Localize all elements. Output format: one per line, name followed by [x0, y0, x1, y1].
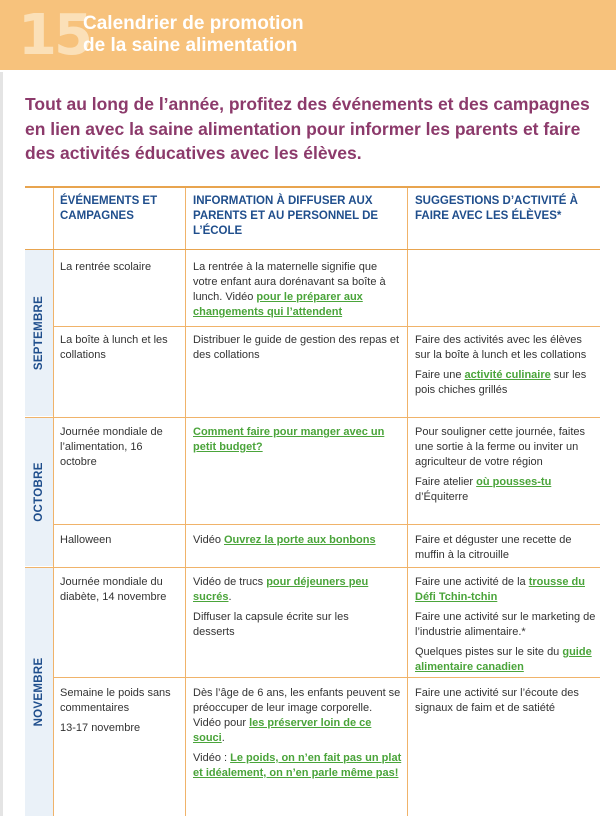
page-number: 15 [18, 3, 90, 68]
table-row-3-activities [415, 425, 595, 510]
text: Vidéo [193, 534, 224, 546]
header-events: ÉVÉNEMENTS ET CAMPAGNES [60, 195, 158, 222]
table-row-6-activities: Faire une activité sur l’écoute des signaux de faim et de satiété [415, 687, 579, 714]
info-text [193, 575, 393, 605]
link-prepare-changes[interactable]: pour le préparer aux changements qui l’attendent [193, 291, 363, 318]
grid-line [53, 326, 600, 327]
info-text: La rentrée à la maternelle signifie que votre enfant aura dorénavant sa boîte à lunch. Vidéo [193, 261, 386, 303]
intro-text: Tout au long de l’année, profitez des événements et des campagnes en lien avec la saine alimentation pour informer les parents et faire des activités éducatives avec les élèves. [25, 94, 590, 163]
table-row-6-event [60, 686, 182, 741]
grid-line [25, 417, 600, 418]
table-row-5-info [193, 575, 393, 645]
activity-text: Faire une activité sur le marketing de l’industrie alimentaire.* [415, 611, 596, 638]
month-cell-october [25, 418, 53, 566]
link-defi-tchin-tchin[interactable]: trousse du Défi Tchin-tchin [415, 576, 585, 603]
grid-line [185, 188, 186, 816]
link-low-sugar-breakfast[interactable]: pour déjeuners peu sucrés [193, 576, 369, 603]
header-activities: SUGGESTIONS D’ACTIVITÉ À FAIRE AVEC LES ÉLÈVES* [415, 195, 578, 222]
link-preserve-worry[interactable]: les préserver loin de ce souci [193, 717, 372, 744]
page-title [83, 13, 483, 57]
link-food-guide[interactable]: guide alimentaire canadien [415, 646, 592, 673]
title-line-1: Calendrier de promotion [83, 13, 304, 34]
month-cell-september [25, 250, 53, 416]
table-row-2-info: Distribuer le guide de gestion des repas et des collations [193, 334, 400, 361]
link-small-budget[interactable]: Comment faire pour manger avec un petit budget? [193, 426, 385, 453]
table-row-4-activities: Faire et déguster une recette de muffin à la citrouille [415, 534, 572, 561]
info-text [193, 686, 403, 746]
activity-text [415, 475, 595, 505]
activity-text: Pour souligner cette journée, faites une sortie à la ferme ou inviter un agriculteur de votre région [415, 426, 585, 468]
month-cell-november [25, 568, 53, 816]
event-date: 13-17 novembre [60, 722, 141, 734]
text: d’Équiterre [415, 491, 469, 503]
text: Vidéo : [193, 752, 231, 764]
table-row-4-info [193, 533, 403, 548]
grid-line [407, 188, 408, 816]
text: . [228, 591, 232, 603]
month-october: OCTOBRE [33, 462, 45, 522]
text: Faire une activité de la [415, 576, 529, 588]
page-edge [0, 72, 3, 816]
info-text: Diffuser la capsule écrite sur les desserts [193, 611, 349, 638]
grid-line [53, 524, 600, 525]
table-row-3-event: Journée mondiale de l’alimentation, 16 octobre [60, 426, 163, 468]
link-ou-pousses-tu[interactable]: où pousses-tu [476, 476, 552, 488]
activity-text [415, 645, 597, 675]
header-info: INFORMATION À DIFFUSER AUX PARENTS ET AU PERSONNEL DE L’ÉCOLE [193, 195, 379, 237]
table-row-1-info [193, 260, 403, 320]
month-september: SEPTEMBRE [33, 295, 45, 371]
activity-text [415, 575, 597, 605]
table-row-4-event: Halloween [60, 534, 112, 546]
grid-line [25, 249, 600, 250]
event-text: Semaine le poids sans commentaires [60, 687, 171, 714]
text: Dès l’âge de 6 ans, les enfants peuvent se préoccuper de leur image corporelle. Vidéo pour [193, 687, 401, 729]
table-row-2-activities [415, 333, 595, 403]
table-row-2-event: La boîte à lunch et les collations [60, 334, 168, 361]
link-culinary-activity[interactable]: activité culinaire [464, 369, 551, 381]
link-candy-door[interactable]: Ouvrez la porte aux bonbons [224, 534, 376, 546]
table-row-3-info [193, 425, 398, 455]
title-line-2: de la saine alimentation [83, 35, 298, 56]
table-top-border [25, 186, 600, 188]
text: Quelques pistes sur le site du [415, 646, 563, 658]
table-row-5-activities [415, 575, 597, 680]
activity-text: Faire des activités avec les élèves sur la boîte à lunch et les collations [415, 334, 587, 361]
grid-line [25, 567, 600, 568]
text: . [221, 732, 225, 744]
grid-line [53, 188, 54, 816]
activity-text [415, 368, 595, 398]
text: Faire atelier [415, 476, 477, 488]
table-row-5-event: Journée mondiale du diabète, 14 novembre [60, 576, 167, 603]
text: Faire une [415, 369, 465, 381]
text: Vidéo de trucs [193, 576, 267, 588]
month-november: NOVEMBRE [33, 657, 45, 727]
info-text [193, 751, 403, 781]
link-weight-video[interactable]: Le poids, on n’en fait pas un plat et idéalement, on n’en parle même pas! [193, 752, 402, 779]
table-row-6-info [193, 686, 403, 786]
table-row-1-event: La rentrée scolaire [60, 261, 152, 273]
text: sur les pois chiches grillés [415, 369, 587, 396]
